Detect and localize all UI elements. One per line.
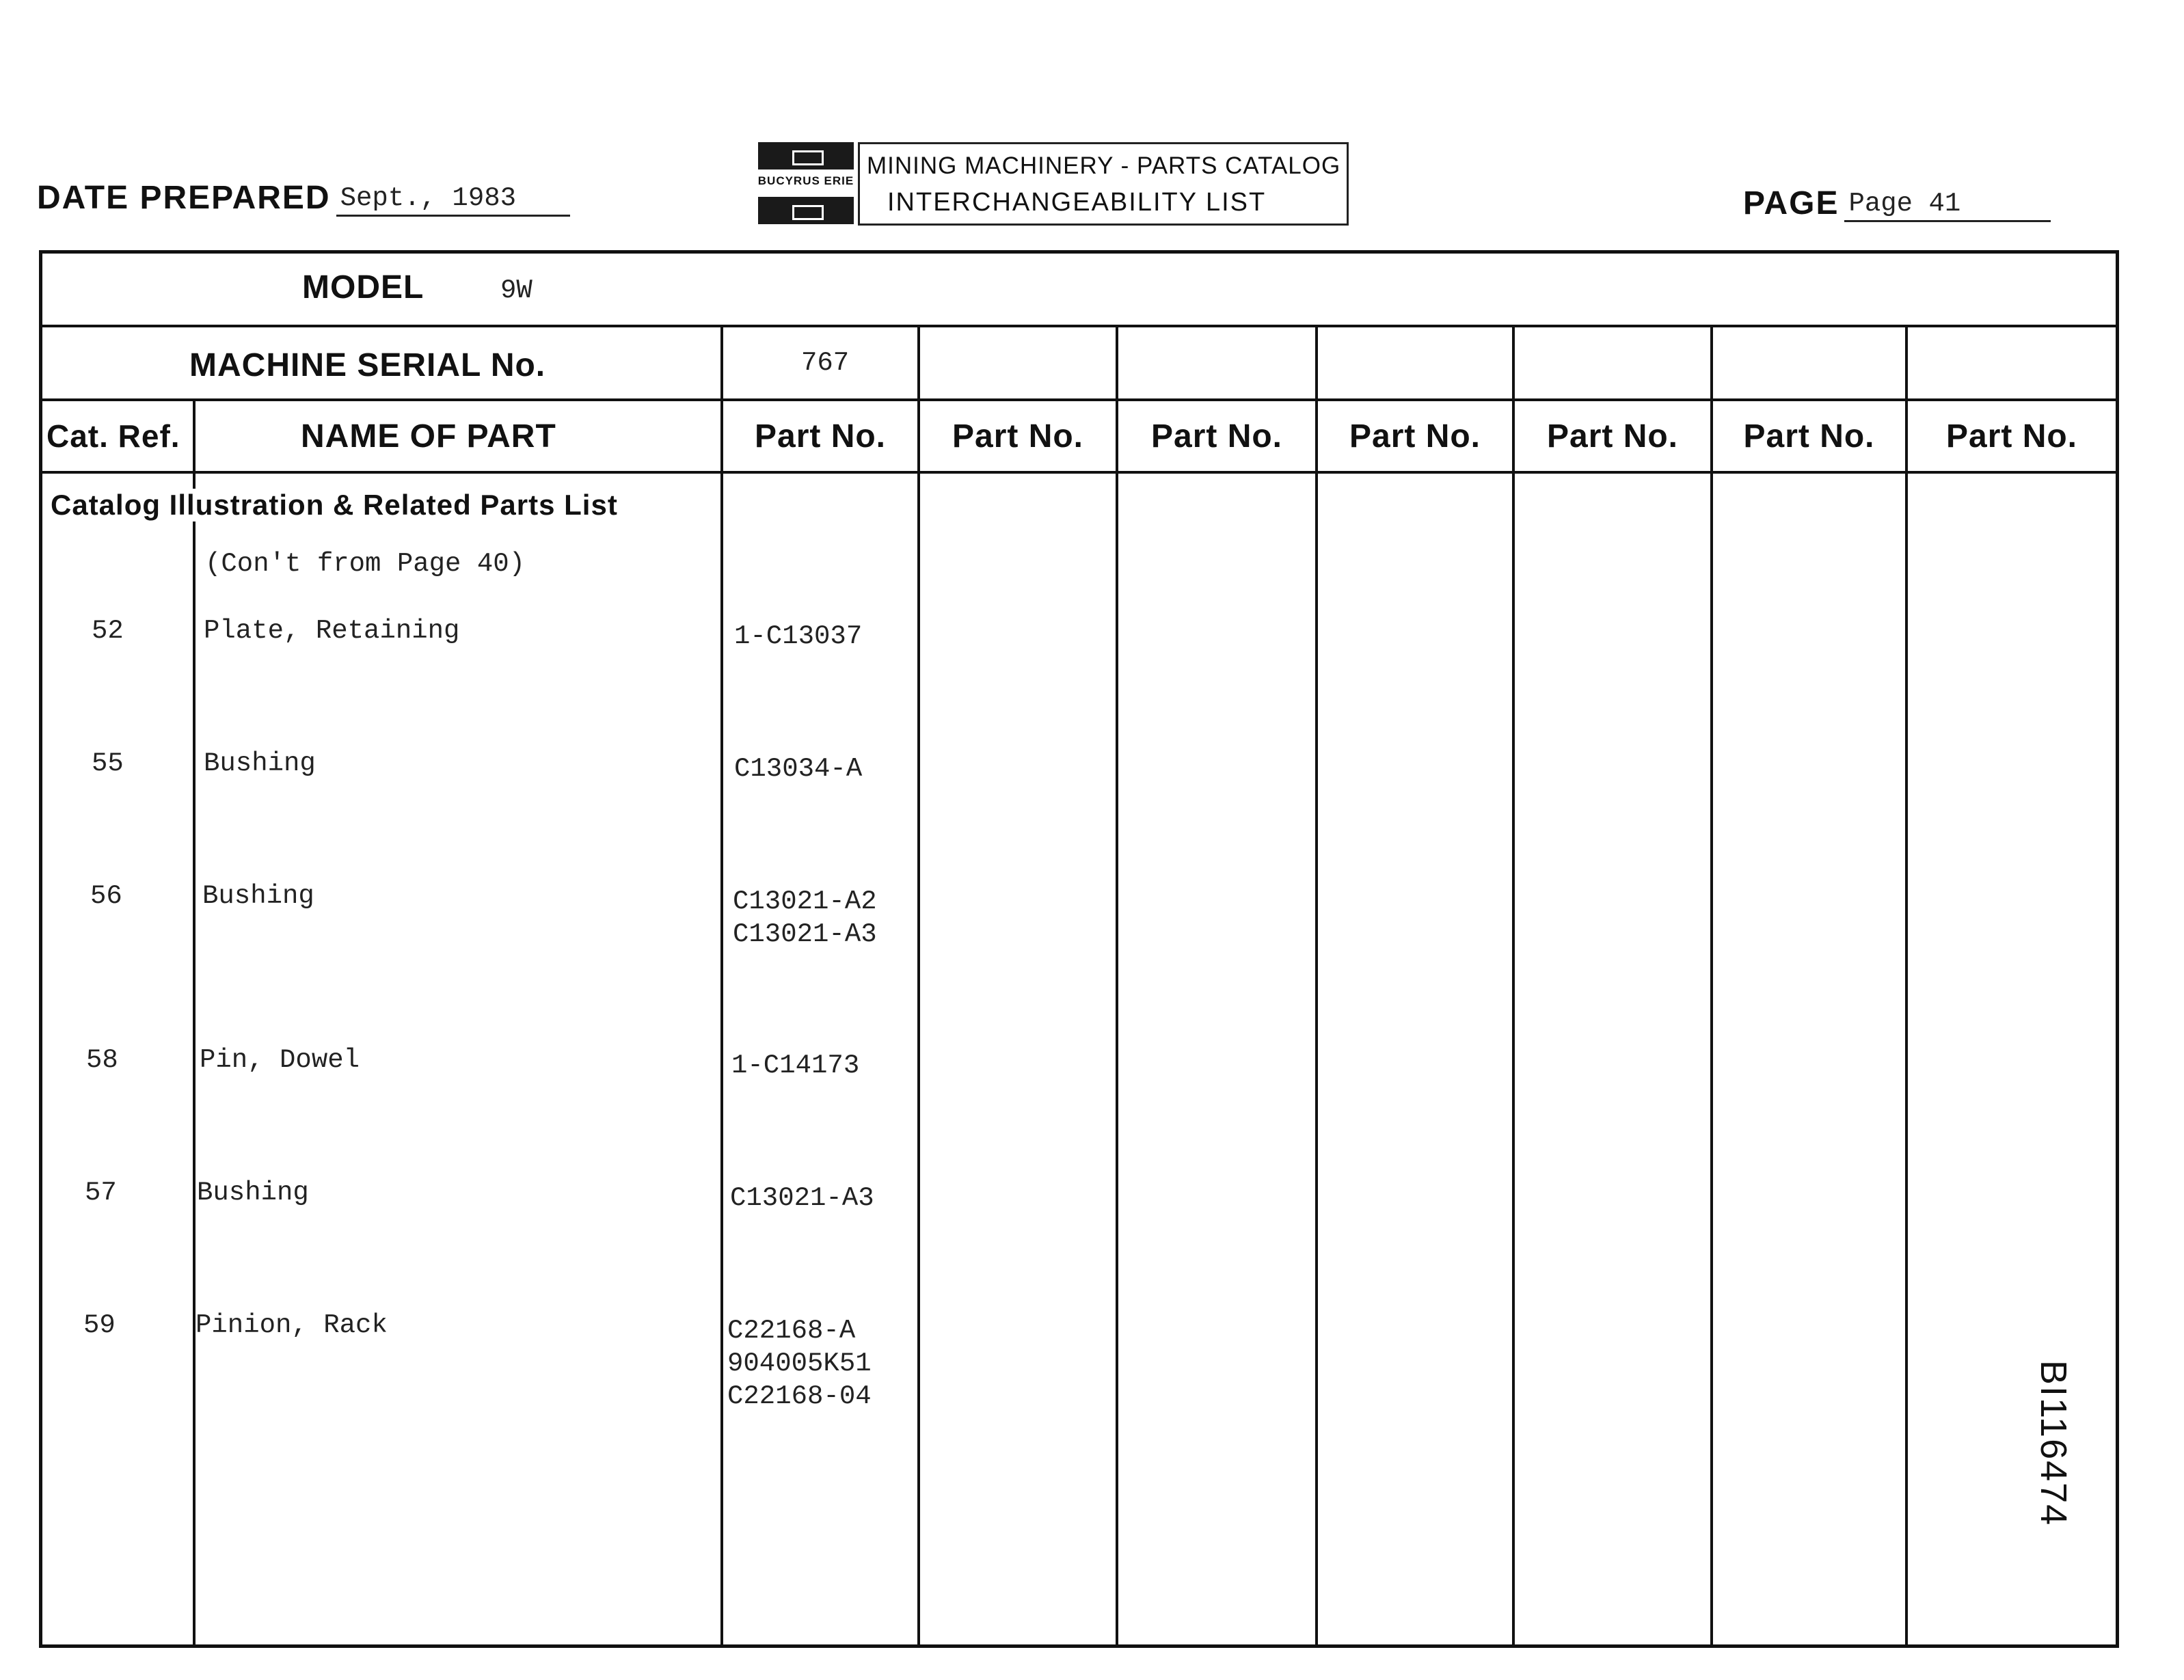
table-row-name: Pin, Dowel [200,1045,360,1075]
table-row-part: 1-C13037 [734,621,863,651]
catalog-subtitle: INTERCHANGEABILITY LIST [887,188,1267,217]
model-value: 9W [500,275,532,306]
parts-table [39,250,2119,1648]
model-label: MODEL [302,269,424,306]
bucyrus-erie-logo [755,142,857,224]
catalog-title-box [858,142,1349,226]
document-id: BI116474 [2033,1360,2074,1527]
catalog-stamp [755,142,1347,224]
part-no-header-3: Part No. [1150,418,1283,455]
serial-value-1: 767 [801,348,850,378]
machine-serial-label: MACHINE SERIAL No. [189,347,546,383]
table-row-name: Bushing [202,881,314,911]
catalog-title: MINING MACHINERY - PARTS CATALOG [867,152,1341,179]
logo-text: BUCYRUS ERIE [757,174,854,187]
table-row-part: C13021-A2 C13021-A3 [733,886,877,949]
part-no-header-2: Part No. [952,418,1084,455]
table-row-ref: 55 [92,748,124,778]
table-row-ref: 56 [90,881,122,911]
page-value: Page 41 [1844,189,2051,222]
date-prepared-label: DATE PREPARED [37,180,331,216]
table-row-ref: 58 [86,1045,118,1075]
part-no-header-1: Part No. [754,418,887,455]
part-no-header-4: Part No. [1349,418,1481,455]
table-row-name: Bushing [204,748,316,778]
page-label: PAGE [1743,185,1839,221]
section-title: Catalog Illustration & Related Parts List [51,489,622,521]
page-field [1743,185,2051,222]
table-row-ref: 59 [83,1310,116,1340]
table-row-ref: 52 [92,616,124,646]
table-row-name: Bushing [197,1178,309,1208]
table-row-part: C13034-A [734,754,863,784]
table-row-part: C22168-A 904005K51 C22168-04 [727,1316,872,1411]
date-prepared-value: Sept., 1983 [336,183,570,217]
table-row-part: 1-C14173 [731,1051,860,1081]
table-row-ref: 57 [85,1178,117,1208]
part-no-header-6: Part No. [1743,418,1875,455]
table-row-name: Pinion, Rack [196,1310,388,1340]
part-no-header-7: Part No. [1945,418,2078,455]
date-prepared-field [37,179,570,217]
continued-note: (Con't from Page 40) [205,549,526,579]
cat-ref-header: Cat. Ref. [46,418,180,454]
table-row-part: C13021-A3 [730,1183,874,1213]
table-row-name: Plate, Retaining [204,616,460,646]
name-of-part-header: NAME OF PART [301,418,556,455]
part-no-header-5: Part No. [1546,418,1679,455]
